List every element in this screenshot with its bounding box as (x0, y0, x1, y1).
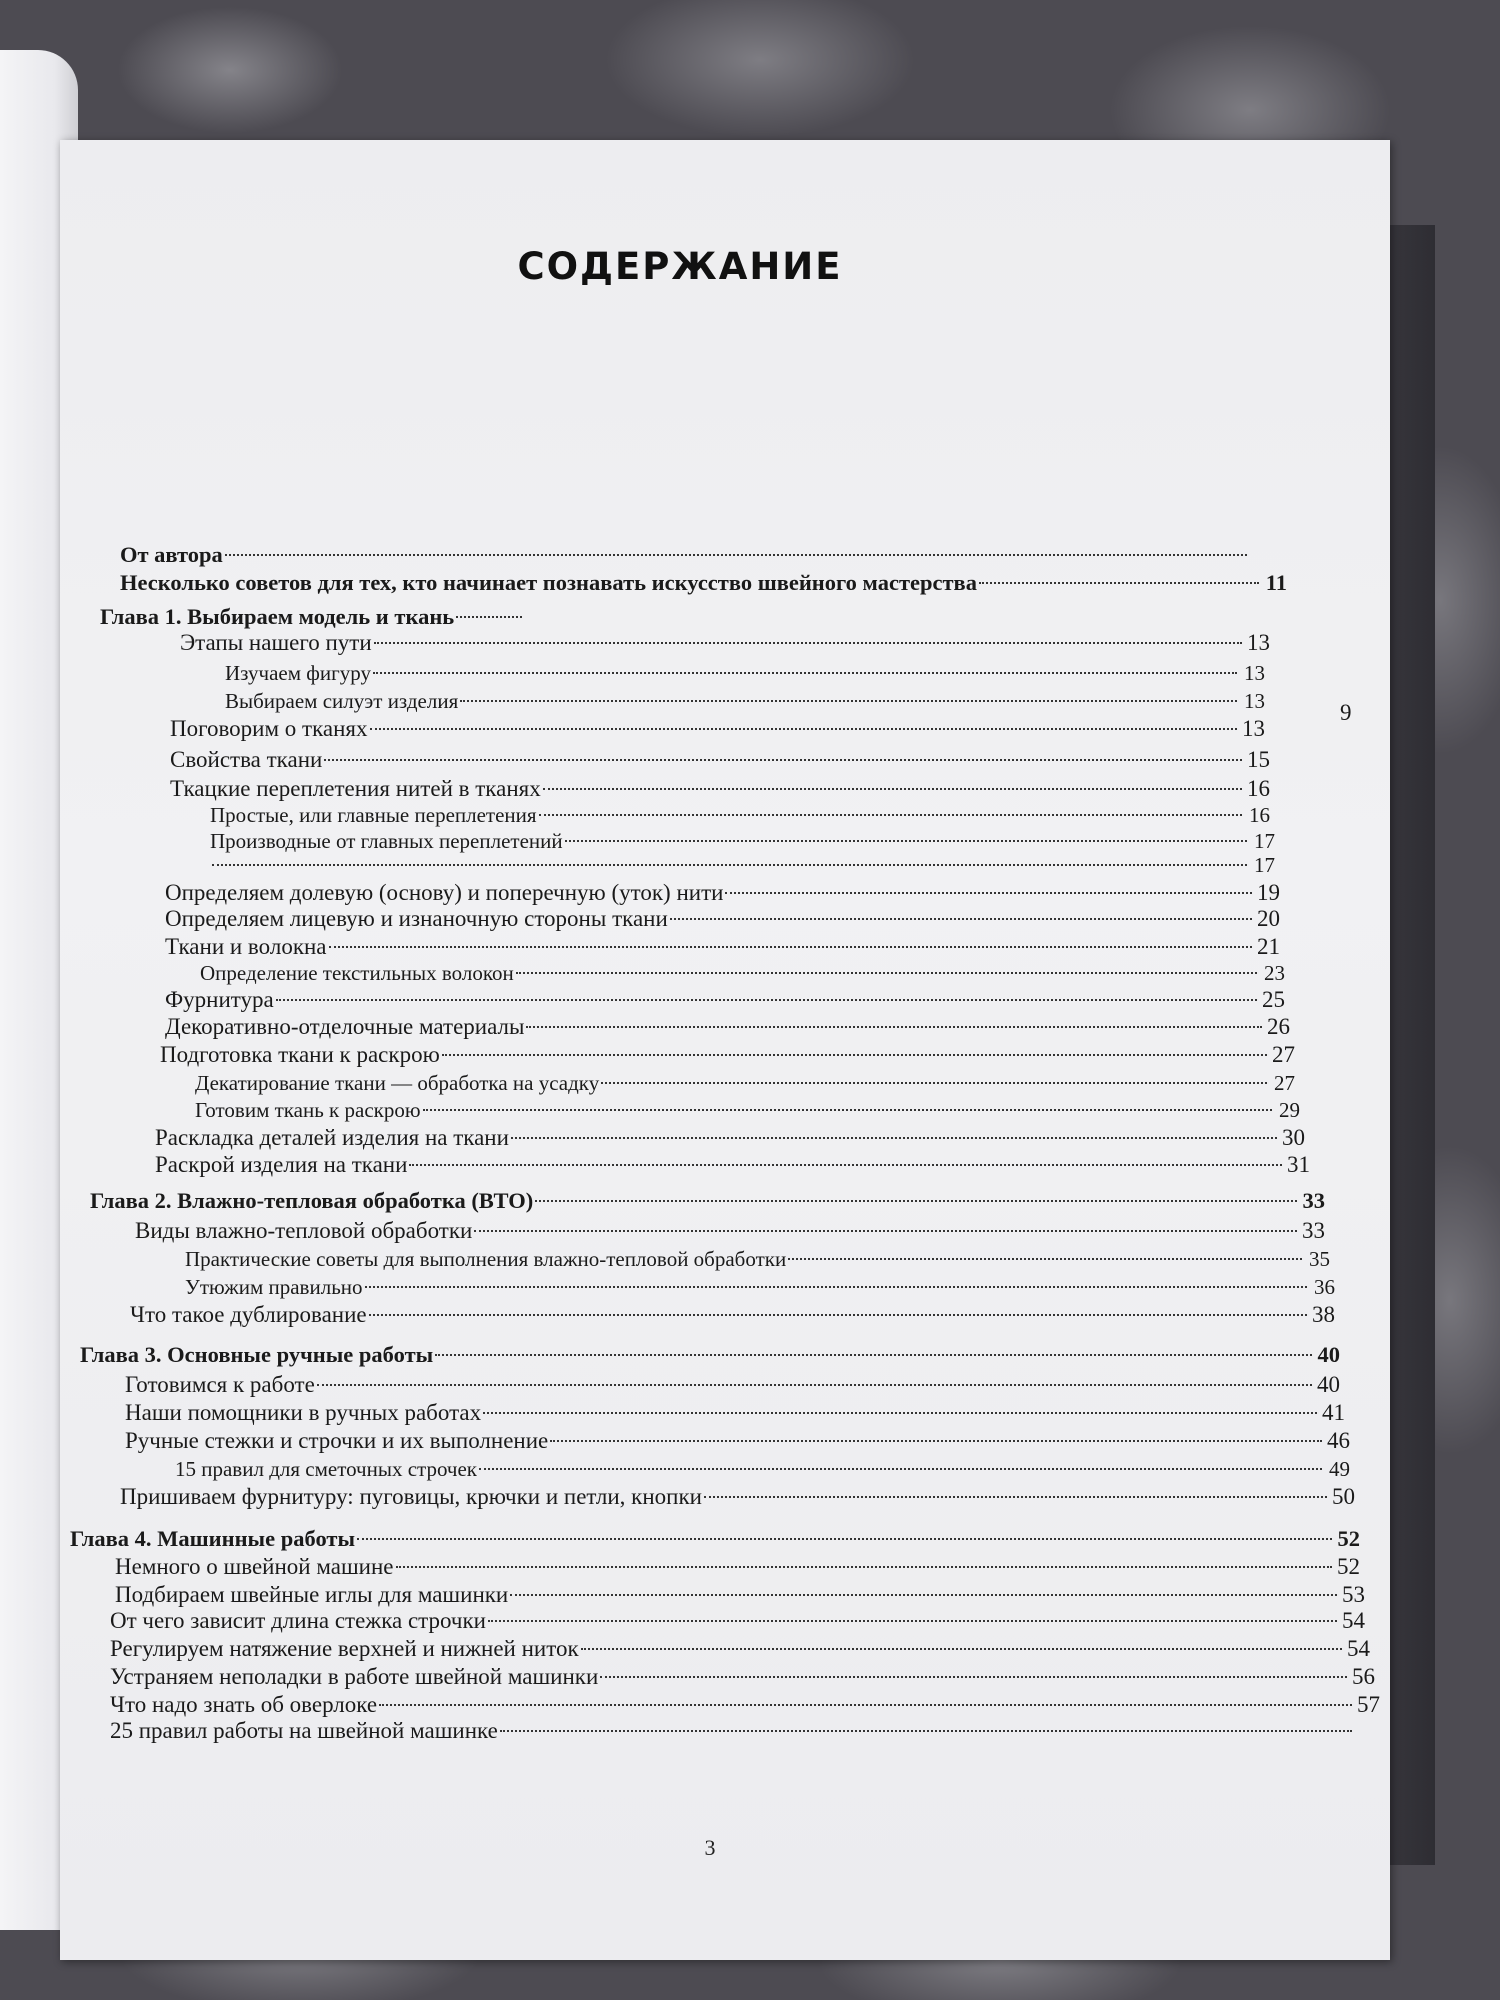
dot-leader (435, 1354, 1312, 1356)
dot-leader (979, 582, 1259, 584)
toc-entry-title: Несколько советов для тех, кто начинает познавать искусство швейного мастерства (120, 570, 977, 595)
dot-leader (725, 892, 1252, 894)
toc-section-entry (165, 904, 1280, 934)
toc-entry-title: Определение текстильных волокон (200, 961, 514, 985)
toc-entry-title: Немного о швейной машине (115, 1554, 394, 1579)
dot-leader (423, 1109, 1272, 1111)
toc-subsection-entry (225, 686, 1265, 716)
toc-entry-page: 40 (1317, 1342, 1340, 1367)
toc-entry-title: Свойства ткани (170, 747, 323, 772)
toc-section-entry (110, 1716, 1380, 1746)
dot-leader (511, 1137, 1277, 1139)
toc-entry-title: Готовим ткань к раскрою (195, 1098, 421, 1122)
dot-leader (600, 1676, 1347, 1678)
toc-subsection-entry (175, 1454, 1350, 1484)
toc-entry-page: 40 (1317, 1372, 1340, 1397)
toc-entry-title: Определяем лицевую и изнаночную стороны ткани (165, 906, 668, 931)
dot-leader (409, 1164, 1282, 1166)
dot-leader (479, 1468, 1322, 1470)
toc-entry-title: 15 правил для сметочных строчек (175, 1457, 478, 1481)
toc-entry-title: Устраняем неполадки в работе швейной машинки (110, 1664, 599, 1689)
toc-entry-page: 33 (1302, 1218, 1325, 1243)
toc-chapter-entry (80, 1340, 1340, 1370)
toc-entry-page: 23 (1264, 961, 1285, 985)
toc-entry-page: 19 (1257, 880, 1280, 905)
toc-entry-title: Определяем долевую (основу) и поперечную (уток) нити (165, 880, 724, 905)
toc-entry-page: 54 (1342, 1608, 1365, 1633)
dot-leader (212, 864, 1247, 866)
dot-leader (670, 918, 1252, 920)
toc-entry-title: Подготовка ткани к раскрою (160, 1042, 440, 1067)
toc-subsection-entry (210, 850, 1275, 880)
toc-chapter-entry (120, 540, 1275, 570)
toc-section-entry (125, 1398, 1345, 1428)
toc-entry-page: 27 (1272, 1042, 1295, 1067)
toc-entry-page: 13 (1247, 630, 1270, 655)
dot-leader (324, 759, 1242, 761)
dot-leader (565, 840, 1247, 842)
toc-entry-page: 17 (1254, 829, 1275, 853)
toc-entry-title: Раскладка деталей изделия на ткани (155, 1125, 509, 1150)
dot-leader (374, 642, 1242, 644)
dot-leader (379, 1704, 1352, 1706)
dot-leader (442, 1054, 1267, 1056)
toc-entry-title: Ткани и волокна (165, 934, 327, 959)
toc-subsection-entry (195, 1068, 1295, 1098)
toc-entry-title: Производные от главных переплетений (210, 829, 563, 853)
toc-entry-page: 26 (1267, 1014, 1290, 1039)
toc-entry-title: Подбираем швейные иглы для машинки (115, 1582, 509, 1607)
toc-subsection-entry (185, 1244, 1330, 1274)
toc-section-entry (165, 1012, 1290, 1042)
toc-entry-page: 56 (1352, 1664, 1375, 1689)
dot-leader (539, 814, 1242, 816)
table-of-contents (60, 540, 1390, 1870)
toc-entry-page: 46 (1327, 1428, 1350, 1453)
toc-section-entry (120, 1482, 1355, 1512)
toc-entry-page: 41 (1322, 1400, 1345, 1425)
toc-subsection-entry (195, 1095, 1300, 1125)
toc-section-entry (165, 985, 1285, 1015)
toc-entry-title: Виды влажно-тепловой обработки (135, 1218, 473, 1243)
toc-section-entry (130, 1300, 1335, 1330)
toc-entry-title: От автора (120, 542, 223, 567)
dot-leader (483, 1412, 1317, 1414)
toc-page-number-misplaced: 9 (1340, 700, 1352, 725)
dot-leader (456, 616, 522, 618)
toc-entry-title: Практические советы для выполнения влажно-тепловой обработки (185, 1247, 787, 1271)
toc-entry-page: 36 (1314, 1275, 1335, 1299)
toc-entry-title: Изучаем фигуру (225, 661, 371, 685)
dot-leader (704, 1496, 1327, 1498)
toc-entry-page: 30 (1282, 1125, 1305, 1150)
toc-entry-page: 13 (1244, 661, 1265, 685)
toc-entry-page: 52 (1337, 1526, 1360, 1551)
toc-entry-page: 17 (1254, 853, 1275, 877)
dot-leader (329, 946, 1252, 948)
dot-leader (550, 1440, 1322, 1442)
toc-entry-page: 13 (1244, 689, 1265, 713)
dot-leader (225, 554, 1247, 556)
toc-entry-title: Декоративно-отделочные материалы (165, 1014, 525, 1039)
toc-entry-page: 35 (1309, 1247, 1330, 1271)
toc-entry-title: Раскрой изделия на ткани (155, 1152, 408, 1177)
toc-entry-page: 11 (1265, 570, 1287, 595)
toc-entry-title: Выбираем силуэт изделия (225, 689, 459, 713)
toc-entry-page: 31 (1287, 1152, 1310, 1177)
dot-leader (357, 1538, 1332, 1540)
toc-entry-page: 57 (1357, 1692, 1380, 1717)
toc-entry-title: Глава 2. Влажно-тепловая обработка (ВТО) (90, 1188, 534, 1213)
toc-section-entry (170, 745, 1270, 775)
toc-entry-page: 21 (1257, 934, 1280, 959)
toc-entry-title: Регулируем натяжение верхней и нижней ниток (110, 1636, 579, 1661)
dot-leader (460, 700, 1237, 702)
dot-leader (369, 1314, 1307, 1316)
toc-entry-title: Глава 4. Машинные работы (70, 1526, 356, 1551)
toc-entry-title: Наши помощники в ручных работах (125, 1400, 482, 1425)
toc-entry-title: От чего зависит длина стежка строчки (110, 1608, 486, 1633)
toc-entry-page: 27 (1274, 1071, 1295, 1095)
dot-leader (581, 1648, 1342, 1650)
toc-entry-title: Что такое дублирование (130, 1302, 367, 1327)
toc-entry-page: 54 (1347, 1636, 1370, 1661)
toc-entry-title: 25 правил работы на швейной машинке (110, 1718, 498, 1743)
dot-leader (276, 999, 1257, 1001)
toc-section-entry (110, 1634, 1370, 1664)
dot-leader (788, 1258, 1302, 1260)
toc-entry-title: Поговорим о тканях (170, 716, 368, 741)
toc-chapter-entry (120, 568, 1287, 598)
toc-section-entry (125, 1426, 1350, 1456)
toc-section-entry (135, 1216, 1325, 1246)
toc-entry-title: Простые, или главные переплетения (210, 803, 537, 827)
toc-entry-title: Ткацкие переплетения нитей в тканях (170, 776, 541, 801)
toc-entry-page: 53 (1342, 1582, 1365, 1607)
dot-leader (510, 1594, 1337, 1596)
toc-entry-page: 33 (1302, 1188, 1325, 1213)
toc-entry-title: Этапы нашего пути (180, 630, 372, 655)
dot-leader (488, 1620, 1337, 1622)
dot-leader (396, 1566, 1332, 1568)
toc-entry-title: Что надо знать об оверлоке (110, 1692, 378, 1717)
toc-entry-page: 20 (1257, 906, 1280, 931)
toc-entry-title: Глава 1. Выбираем модель и ткань (100, 604, 455, 629)
toc-section-entry (125, 1370, 1340, 1400)
page-number: 3 (704, 1835, 716, 1860)
toc-entry-page: 38 (1312, 1302, 1335, 1327)
toc-entry-title: Утюжим правильно (185, 1275, 363, 1299)
toc-chapter-entry (90, 1186, 1325, 1216)
toc-subsection-entry (200, 958, 1285, 988)
toc-section-entry (160, 1040, 1295, 1070)
dot-leader (370, 728, 1237, 730)
toc-entry-title: Готовимся к работе (125, 1372, 315, 1397)
page-title: СОДЕРЖАНИЕ (517, 245, 843, 288)
toc-subsection-entry (225, 658, 1265, 688)
toc-section-entry (155, 1123, 1305, 1153)
dot-leader (601, 1082, 1267, 1084)
toc-entry-page: 13 (1242, 716, 1265, 741)
dot-leader (535, 1200, 1297, 1202)
book-page (60, 140, 1390, 1960)
toc-section-entry (110, 1606, 1365, 1636)
toc-entry-page: 15 (1247, 747, 1270, 772)
toc-section-entry (115, 1552, 1360, 1582)
dot-leader (516, 972, 1257, 974)
toc-entry-title: Глава 3. Основные ручные работы (80, 1342, 434, 1367)
toc-chapter-entry (70, 1524, 1360, 1554)
dot-leader (500, 1730, 1352, 1732)
toc-entry-title: Ручные стежки и строчки и их выполнение (125, 1428, 549, 1453)
dot-leader (317, 1384, 1312, 1386)
toc-entry-page: 29 (1279, 1098, 1300, 1122)
toc-section-entry (170, 714, 1265, 744)
toc-section-entry (180, 628, 1270, 658)
toc-section-entry (110, 1662, 1375, 1692)
toc-entry-title: Декатирование ткани — обработка на усадку (195, 1071, 600, 1095)
dot-leader (373, 672, 1237, 674)
dot-leader (526, 1026, 1262, 1028)
dot-leader (474, 1230, 1297, 1232)
toc-entry-title: Пришиваем фурнитуру: пуговицы, крючки и петли, кнопки (120, 1484, 702, 1509)
toc-entry-page: 16 (1249, 803, 1270, 827)
toc-entry-page: 49 (1329, 1457, 1350, 1481)
toc-section-entry (155, 1150, 1310, 1180)
toc-subsection-entry (185, 1272, 1335, 1302)
toc-entry-title: Фурнитура (165, 987, 274, 1012)
dot-leader (365, 1286, 1307, 1288)
toc-entry-page: 50 (1332, 1484, 1355, 1509)
dot-leader (543, 788, 1242, 790)
toc-entry-page: 16 (1247, 776, 1270, 801)
toc-entry-page: 25 (1262, 987, 1285, 1012)
toc-entry-page: 52 (1337, 1554, 1360, 1579)
